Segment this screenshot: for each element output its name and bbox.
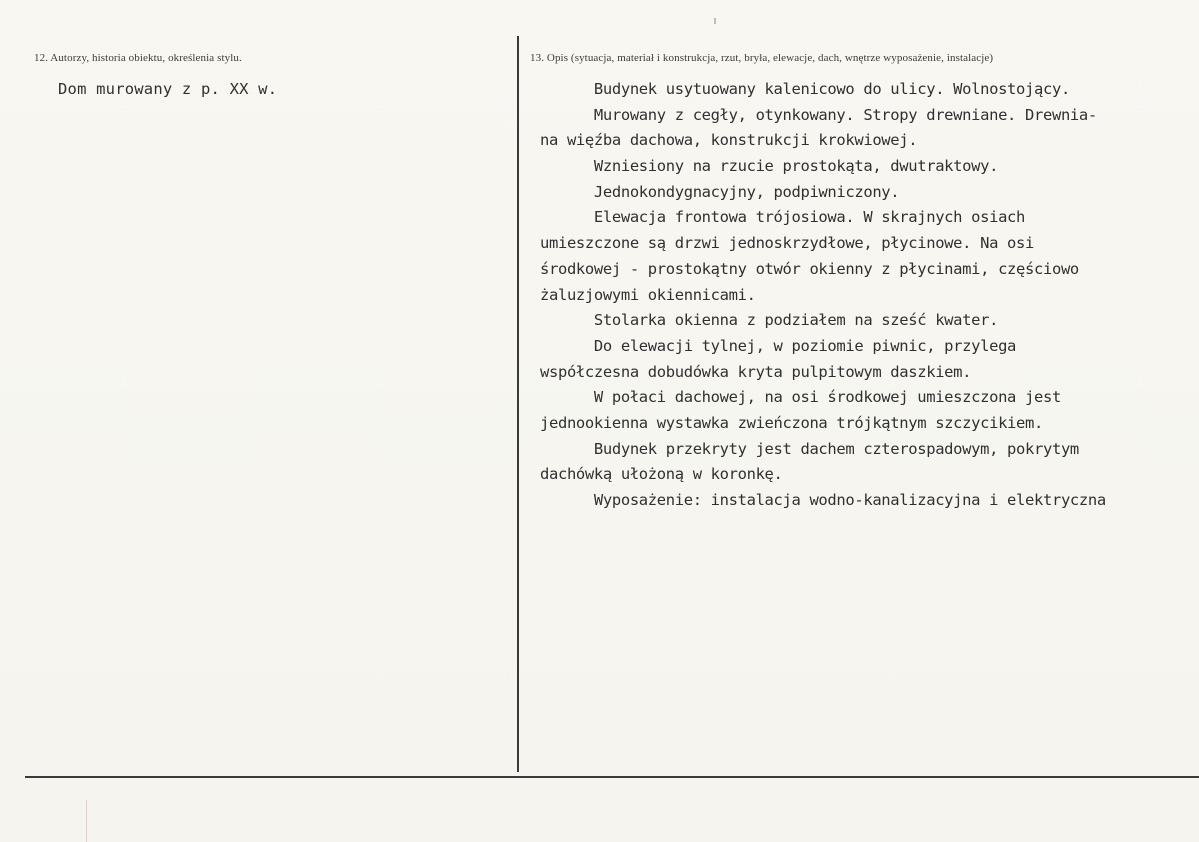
section-13-label: 13. Opis (sytuacja, materiał i konstrukcja, rzut, bryła, elewacje, dach, wnętrze wyposażenie, instalacje) [530,52,994,64]
description-line: jednookienna wystawka zwieńczona trójkątnym szczycikiem. [540,413,1043,432]
bottom-rule [25,776,1199,778]
description-line: W połaci dachowej, na osi środkowej umieszczona jest [540,388,1061,407]
description-line: Budynek usytuowany kalenicowo do ulicy. Wolnostojący. [540,80,1070,98]
description-line: Stolarka okienna z podziałem na sześć kwater. [540,311,999,330]
description-line: Budynek przekryty jest dachem czterospadowym, pokrytym [540,439,1079,458]
section-13-description [540,77,1199,514]
margin-line [86,800,87,842]
section-12-label: 12. Autorzy, historia obiektu, określenia stylu. [34,52,242,64]
description-line: środkowej - prostokątny otwór okienny z płycinami, częściowo [540,259,1079,278]
description-line: Do elewacji tylnej, w poziomie piwnic, przylega [540,336,1017,355]
description-line: współczesna dobudówka kryta pulpitowym daszkiem. [540,362,972,381]
description-line: Murowany z cegły, otynkowany. Stropy drewniane. Drewnia- [540,105,1097,124]
description-line: umieszczone są drzwi jednoskrzydłowe, płycinowe. Na osi [540,234,1034,253]
description-line: dachówką ułożoną w koronkę. [540,465,783,484]
description-line: Wyposażenie: instalacja wodno-kanalizacyjna i elektryczna [540,491,1106,509]
description-line: żaluzjowymi okiennicami. [540,285,756,304]
description-line: Jednokondygnacyjny, podpiwniczony. [540,182,900,201]
description-line: na więźba dachowa, konstrukcji krokwiowej. [540,131,918,150]
section-12-text: Dom murowany z p. XX w. [58,80,278,98]
description-line: Elewacja frontowa trójosiowa. W skrajnych osiach [540,208,1026,227]
description-line: Wzniesiony na rzucie prostokąta, dwutraktowy. [540,157,999,176]
column-divider [517,36,519,772]
margin-mark [714,18,716,24]
